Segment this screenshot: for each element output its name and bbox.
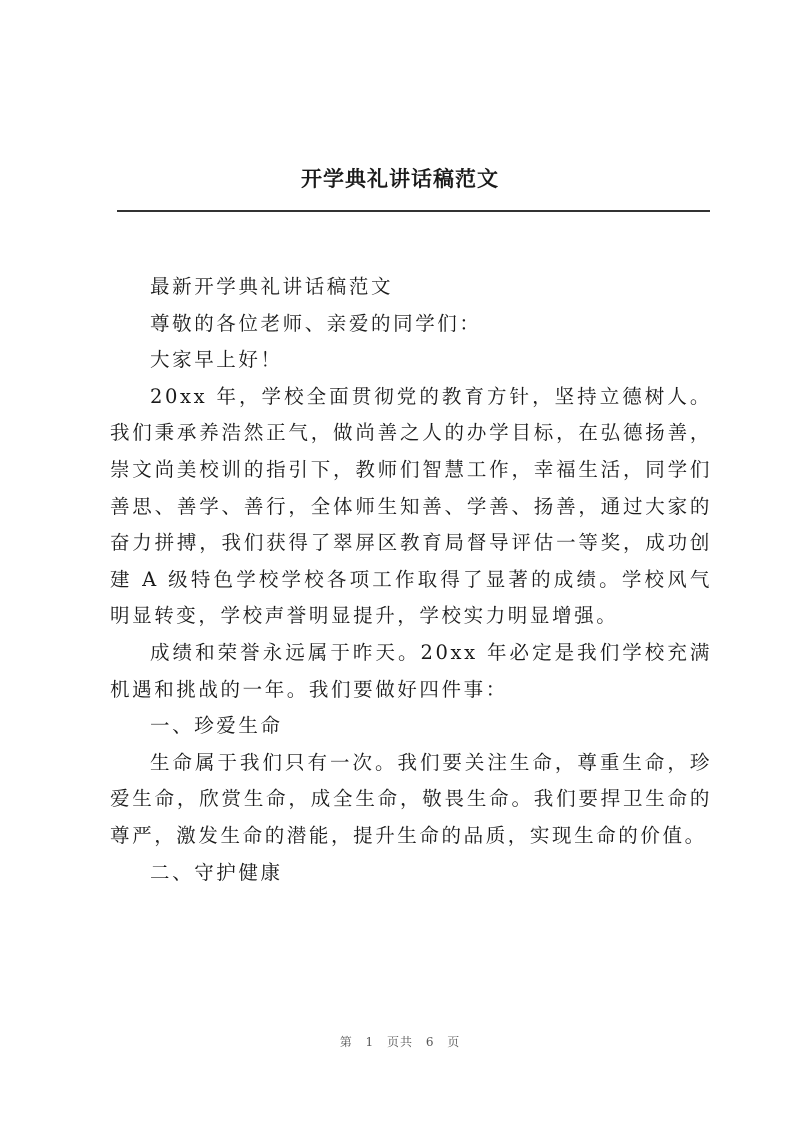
- paragraph-cherish-life: 生命属于我们只有一次。我们要关注生命，尊重生命，珍爱生命，欣赏生命，成全生命，敬畏生命。我们要捍卫生命的尊严，激发生命的潜能，提升生命的品质，实现生命的价值。: [110, 750, 712, 847]
- page-title: 开学典礼讲话稿范文: [301, 166, 499, 191]
- page-number: 第 1 页共 6 页: [339, 1035, 461, 1049]
- paragraph-subtitle: 最新开学典礼讲话稿范文: [150, 275, 394, 298]
- title-divider: [117, 210, 710, 212]
- paragraph-outlook: 成绩和荣誉永远属于昨天。20xx 年必定是我们学校充满机遇和挑战的一年。我们要做好四件事：: [110, 640, 712, 701]
- document-body: [110, 269, 712, 891]
- paragraph-salutation: 尊敬的各位老师、亲爱的同学们：: [150, 311, 482, 335]
- section-heading-cherish-life: 一、珍爱生命: [150, 714, 283, 738]
- paragraph-achievements: 20xx 年，学校全面贯彻党的教育方针，坚持立德树人。我们秉承养浩然正气，做尚善之人的办学目标，在弘德扬善，崇文尚美校训的指引下，教师们智慧工作，幸福生活，同学们善思、善学、善行，全体师生知善、学善、扬善，通过大家的奋力拼搏，我们获得了翠屏区教育局督导评估一等奖，成功创建 A 级特色学校学校各项工作取得了显著的成绩。学校风气明显转变，学校声誉明显提升，学校实力明显增强。: [110, 384, 712, 628]
- section-heading-guard-health: 二、守护健康: [150, 860, 283, 884]
- paragraph-greeting: 大家早上好！: [150, 348, 283, 372]
